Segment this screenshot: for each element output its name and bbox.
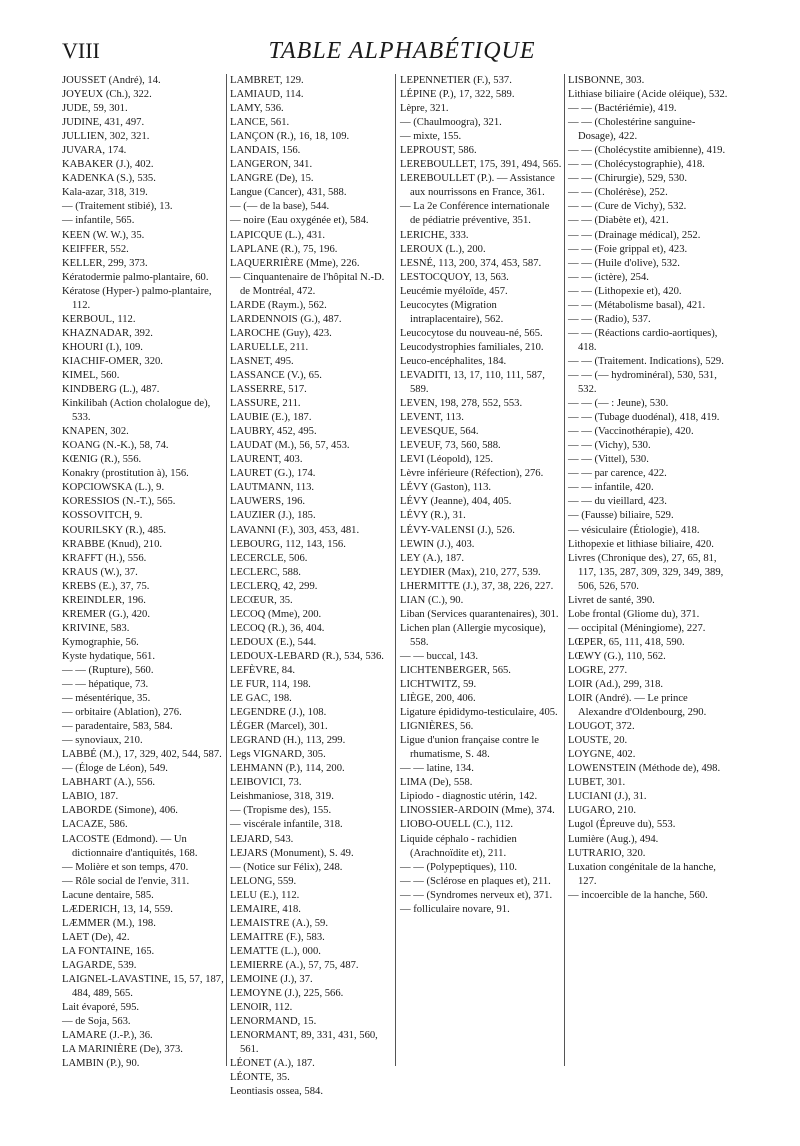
index-entry: LÉVY (R.), 31. — [400, 510, 466, 522]
index-entry: — — (Polypeptiques), 110. — [400, 861, 518, 873]
index-entry: LEFÈVRE, 84. — [230, 664, 296, 676]
index-entry: KADENKA (S.), 535. — [62, 173, 156, 185]
index-entry: LENOIR, 112. — [230, 1002, 293, 1014]
index-entry: Lipiodo - diagnostic utérin, 142. — [400, 791, 538, 803]
index-entry: Luxation congénitale de la hanche, 127. — [568, 861, 716, 887]
index-entry: KREINDLER, 196. — [62, 594, 146, 606]
index-entry: Leucémie myéloïde, 457. — [400, 285, 508, 297]
index-entry: LICHTWITZ, 59. — [400, 679, 477, 691]
index-entry: LAMARE (J.-P.), 36. — [62, 1030, 153, 1042]
index-entry: LIGNIÈRES, 56. — [400, 721, 474, 733]
index-entry: LEMAITRE (F.), 583. — [230, 931, 325, 943]
column-divider — [226, 74, 227, 1066]
index-entry: LAURENT, 403. — [230, 454, 303, 466]
index-entry: LEMOYNE (J.), 225, 566. — [230, 988, 344, 1000]
index-entry: LABIO, 187. — [62, 791, 119, 803]
index-entry: KEEN (W. W.), 35. — [62, 229, 145, 241]
index-entry: LÉVY-VALENSI (J.), 526. — [400, 524, 515, 536]
index-entry: LEVESQUE, 564. — [400, 426, 479, 438]
index-entry: LANGRE (De), 15. — [230, 173, 314, 185]
index-entry: LOWENSTEIN (Méthode de), 498. — [568, 763, 721, 775]
index-entry: KERBOUL, 112. — [62, 313, 136, 325]
index-entry: — — par carence, 422. — [568, 468, 667, 480]
index-entry: — — (Diabète et), 421. — [568, 215, 669, 227]
index-entry: JUVARA, 174. — [62, 145, 127, 157]
index-entry: — (Chaulmoogra), 321. — [400, 117, 502, 129]
index-entry: LAMY, 536. — [230, 103, 284, 115]
index-entry: KOSSOVITCH, 9. — [62, 510, 143, 522]
index-entry: LAQUERRIÈRE (Mme), 226. — [230, 257, 360, 269]
index-entry: — — (Lithopexie et), 420. — [568, 285, 682, 297]
index-entry: LIMA (De), 558. — [400, 777, 473, 789]
index-entry: LECOQ (Mme), 200. — [230, 608, 322, 620]
index-entry: LUBET, 301. — [568, 777, 626, 789]
index-entry: Leucodystrophies familiales, 210. — [400, 341, 544, 353]
index-entry: — Rôle social de l'envie, 311. — [62, 875, 190, 887]
index-entry: LARDE (Raym.), 562. — [230, 299, 327, 311]
index-entry: — (Fausse) biliaire, 529. — [568, 510, 674, 522]
index-entry: — occipital (Méningiome), 227. — [568, 622, 706, 634]
index-entry: KIMEL, 560. — [62, 369, 120, 381]
index-entry: — — (Métabolisme basal), 421. — [568, 299, 706, 311]
index-entry: Liquide céphalo - rachidien (Arachnoïdite et), 211. — [400, 833, 517, 859]
index-entry: Kinkilibah (Action cholalogue de), 533. — [62, 398, 211, 424]
index-entry: Kératodermie palmo-plantaire, 60. — [62, 271, 209, 283]
index-entry: Legs VIGNARD, 305. — [230, 749, 326, 761]
index-entry: KORESSIOS (N.-T.), 565. — [62, 496, 176, 508]
index-entry: LŒWY (G.), 110, 562. — [568, 650, 666, 662]
index-entry: Leuco-encéphalites, 184. — [400, 355, 507, 367]
index-entry: — — (Sclérose en plaques et), 211. — [400, 875, 551, 887]
index-entry: — — latine, 134. — [400, 763, 474, 775]
index-entry: LEY (A.), 187. — [400, 552, 465, 564]
page-title: TABLE ALPHABÉTIQUE — [268, 38, 536, 64]
index-entry: — mixte, 155. — [400, 131, 462, 143]
column-divider — [395, 74, 396, 1066]
index-entry: LEROUX (L.), 200. — [400, 243, 486, 255]
index-entry: LÉONET (A.), 187. — [230, 1058, 315, 1070]
index-entry: — viscérale infantile, 318. — [230, 819, 343, 831]
index-entry: LA FONTAINE, 165. — [62, 945, 155, 957]
index-entry: LELONG, 559. — [230, 875, 297, 887]
index-entry: — — (Cure de Vichy), 532. — [568, 201, 687, 213]
index-entry: LASNET, 495. — [230, 355, 294, 367]
index-entry: LAPLANE (R.), 75, 196. — [230, 243, 338, 255]
index-entry: Kymographie, 56. — [62, 636, 139, 648]
index-entry: — vésiculaire (Étiologie), 418. — [568, 524, 700, 536]
index-entry: LEPROUST, 586. — [400, 145, 477, 157]
index-entry: LEVI (Léopold), 125. — [400, 454, 493, 466]
index-entry: — (Éloge de Léon), 549. — [62, 763, 168, 775]
index-entry: LÉVY (Jeanne), 404, 405. — [400, 496, 512, 508]
index-entry: LECERCLE, 506. — [230, 552, 308, 564]
index-entry: — orbitaire (Ablation), 276. — [62, 707, 182, 719]
index-entry: Ligature épididymo-testiculaire, 405. — [400, 707, 558, 719]
index-entry: LAIGNEL-LAVASTINE, 15, 57, 187, 484, 489, 565. — [62, 974, 224, 1000]
index-entry: — — du vieillard, 423. — [568, 496, 667, 508]
index-entry: LAUDAT (M.), 56, 57, 453. — [230, 440, 350, 452]
index-entry: LEHMANN (P.), 114, 200. — [230, 763, 345, 775]
index-entry: LOIR (Ad.), 299, 318. — [568, 679, 664, 691]
index-entry: KREBS (E.), 37, 75. — [62, 580, 150, 592]
index-entry: LINOSSIER-ARDOIN (Mme), 374. — [400, 805, 555, 817]
index-entry: LAMBRET, 129. — [230, 75, 304, 86]
index-entry: Kala-azar, 318, 319. — [62, 187, 148, 199]
index-entry: — de Soja, 563. — [62, 1016, 131, 1028]
index-entry: — paradentaire, 583, 584. — [62, 721, 173, 733]
index-entry: — — (ictère), 254. — [568, 271, 649, 283]
index-entry: KOURILSKY (R.), 485. — [62, 524, 167, 536]
index-entry: — noire (Eau oxygénée et), 584. — [230, 215, 369, 227]
index-entry: LANGERON, 341. — [230, 159, 313, 171]
index-entry: KHOURI (I.), 109. — [62, 341, 143, 353]
index-entry: Lugol (Épreuve du), 553. — [568, 819, 676, 831]
index-entry: KABAKER (J.), 402. — [62, 159, 154, 171]
index-entry: LANÇON (R.), 16, 18, 109. — [230, 131, 350, 143]
index-entry: — Cinquantenaire de l'hôpital N.-D. de Montréal, 472. — [230, 271, 385, 297]
index-entry: — folliculaire novare, 91. — [400, 903, 510, 915]
index-entry: LŒPER, 65, 111, 418, 590. — [568, 636, 685, 648]
index-entry: LASSERRE, 517. — [230, 384, 307, 396]
index-entry: LACOSTE (Edmond). — Un dictionnaire d'antiquités, 168. — [62, 833, 198, 859]
index-entry: KIACHIF-OMER, 320. — [62, 355, 163, 367]
index-entry: LEVEN, 198, 278, 552, 553. — [400, 398, 523, 410]
index-entry: LA MARINIÈRE (De), 373. — [62, 1044, 183, 1056]
index-entry: — synoviaux, 210. — [62, 735, 143, 747]
index-entry: LEVADITI, 13, 17, 110, 111, 587, 589. — [400, 369, 545, 396]
index-entry: LAUBRY, 452, 495. — [230, 426, 317, 438]
index-entry: KRAUS (W.), 37. — [62, 566, 138, 578]
index-entry: KNAPEN, 302. — [62, 426, 129, 438]
index-entry: LOIR (André). — Le prince Alexandre d'Oldenbourg, 290. — [568, 693, 707, 719]
index-entry: Lait évaporé, 595. — [62, 1002, 140, 1014]
index-entry: JULLIEN, 302, 321. — [62, 131, 150, 143]
index-entry: — (Notice sur Félix), 248. — [230, 861, 343, 873]
index-entry: KHAZNADAR, 392. — [62, 327, 153, 339]
index-entry: LEYDIER (Max), 210, 277, 539. — [400, 566, 541, 578]
index-entry: Lithopexie et lithiase biliaire, 420. — [568, 538, 714, 550]
index-entry: — — (— hydrominéral), 530, 531, 532. — [568, 369, 717, 396]
index-entry: LENORMANT, 89, 331, 431, 560, 561. — [230, 1030, 378, 1056]
index-entry: — — infantile, 420. — [568, 482, 654, 494]
index-entry: KRIVINE, 583. — [62, 622, 130, 634]
index-entry: — — buccal, 143. — [400, 650, 478, 662]
index-entry: Livres (Chronique des), 27, 65, 81, 117, 135, 287, 309, 329, 349, 389, 506, 526, 570. — [568, 552, 724, 592]
index-entry: LAET (De), 42. — [62, 931, 130, 943]
index-entry: LICHTENBERGER, 565. — [400, 664, 511, 676]
index-entry: Leucocytose du nouveau-né, 565. — [400, 327, 543, 339]
index-entry: LABORDE (Simone), 406. — [62, 805, 178, 817]
index-entry: LEREBOULLET (P.). — Assistance aux nourrissons en France, 361. — [400, 173, 555, 199]
index-entry: — — (Vaccinothérapie), 420. — [568, 426, 694, 438]
index-entry: Lèvre inférieure (Réfection), 276. — [400, 468, 544, 480]
index-entry: LÆMMER (M.), 198. — [62, 917, 156, 929]
index-entry: Lacune dentaire, 585. — [62, 889, 154, 901]
index-entry: Ligue d'union française contre le rhumatisme, S. 48. — [400, 735, 539, 761]
index-entry: LABHART (A.), 556. — [62, 777, 156, 789]
index-entry: LECLERQ, 42, 299. — [230, 580, 318, 592]
index-entry: KŒNIG (R.), 556. — [62, 454, 142, 466]
index-entry: LARDENNOIS (G.), 487. — [230, 313, 342, 325]
index-entry: JUDE, 59, 301. — [62, 103, 128, 115]
index-entry: LEJARD, 543. — [230, 833, 294, 845]
index-entry: LAMIAUD, 114. — [230, 89, 304, 101]
index-entry: LESTOCQUOY, 13, 563. — [400, 271, 509, 283]
index-entry: LAUTMANN, 113. — [230, 482, 315, 494]
index-entry: LAURET (G.), 174. — [230, 468, 316, 480]
page-header — [62, 38, 742, 72]
index-entry: — — (Traitement. Indications), 529. — [568, 355, 724, 367]
index-entry: LOUSTE, 20. — [568, 735, 628, 747]
index-entry: LIAN (C.), 90. — [400, 594, 464, 606]
page-number: VIII — [62, 38, 100, 63]
index-entry: — — (Drainage médical), 252. — [568, 229, 701, 241]
index-entry: LARUELLE, 211. — [230, 341, 309, 353]
index-entry: LAUWERS, 196. — [230, 496, 306, 508]
index-entry: LÉONTE, 35. — [230, 1072, 290, 1084]
index-columns — [62, 74, 746, 1134]
index-entry: — La 2e Conférence internationale de pédiatrie préventive, 351. — [400, 201, 550, 227]
index-entry: KRABBE (Knud), 210. — [62, 538, 163, 550]
index-entry: — — (Vittel), 530. — [568, 454, 649, 466]
index-entry: LEWIN (J.), 403. — [400, 538, 475, 550]
index-entry: — — (Cholécystite amibienne), 419. — [568, 145, 726, 157]
index-entry: — — (Radio), 537. — [568, 313, 651, 325]
index-entry: KREMER (G.), 420. — [62, 608, 150, 620]
index-entry: LECOQ (R.), 36, 404. — [230, 622, 325, 634]
index-entry: LIOBO-OUELL (C.), 112. — [400, 819, 514, 831]
index-entry: LEBOURG, 112, 143, 156. — [230, 538, 346, 550]
index-entry: LERICHE, 333. — [400, 229, 469, 241]
index-column-3 — [400, 74, 562, 917]
index-entry: — — (Syndromes nerveux et), 371. — [400, 889, 553, 901]
index-entry: LOGRE, 277. — [568, 664, 628, 676]
index-entry: KEIFFER, 552. — [62, 243, 129, 255]
index-entry: Lumière (Aug.), 494. — [568, 833, 659, 845]
index-entry: LÉGER (Marcel), 301. — [230, 721, 328, 733]
index-entry: LELU (E.), 112. — [230, 889, 300, 901]
index-entry: Leucocytes (Migration intraplacentaire), 562. — [400, 299, 504, 325]
index-entry: — — hépatique, 73. — [62, 679, 149, 691]
index-entry: — — (Rupture), 560. — [62, 664, 154, 676]
index-entry: LAMBIN (P.), 90. — [62, 1058, 140, 1070]
index-entry: KRAFFT (H.), 556. — [62, 552, 147, 564]
index-entry: JOYEUX (Ch.), 322. — [62, 89, 152, 101]
index-entry: LEMATTE (L.), 000. — [230, 945, 321, 957]
index-entry: Konakry (prostitution à), 156. — [62, 468, 189, 480]
column-divider — [564, 74, 565, 1066]
index-entry: LE FUR, 114, 198. — [230, 679, 311, 691]
index-entry: LOYGNE, 402. — [568, 749, 636, 761]
index-entry: Lichen plan (Allergie mycosique), 558. — [400, 622, 546, 648]
index-entry: LIÈGE, 200, 406. — [400, 693, 476, 705]
index-entry: — — (Bactériémie), 419. — [568, 103, 677, 115]
index-entry: JUDINE, 431, 497. — [62, 117, 145, 129]
index-entry: — (Traitement stibié), 13. — [62, 201, 173, 213]
index-entry: JOUSSET (André), 14. — [62, 75, 161, 86]
index-entry: LAVANNI (F.), 303, 453, 481. — [230, 524, 360, 536]
index-entry: — incoercible de la hanche, 560. — [568, 889, 708, 901]
index-entry: LANCE, 561. — [230, 117, 290, 129]
index-entry: — — (Cholécystographie), 418. — [568, 159, 705, 171]
index-entry: LUCIANI (J.), 31. — [568, 791, 647, 803]
index-column-4 — [568, 74, 730, 903]
index-entry: LOUGOT, 372. — [568, 721, 635, 733]
index-entry: LEPENNETIER (F.), 537. — [400, 75, 512, 86]
index-entry: — (Tropisme des), 155. — [230, 805, 332, 817]
index-entry: KINDBERG (L.), 487. — [62, 384, 160, 396]
index-entry: LAUZIER (J.), 185. — [230, 510, 316, 522]
index-entry: Leishmaniose, 318, 319. — [230, 791, 334, 803]
index-entry: LE GAC, 198. — [230, 693, 292, 705]
index-entry: — — (Huile d'olive), 532. — [568, 257, 680, 269]
index-entry: LASSANCE (V.), 65. — [230, 369, 322, 381]
index-entry: KELLER, 299, 373. — [62, 257, 148, 269]
index-entry: KOPCIOWSKA (L.), 9. — [62, 482, 165, 494]
index-entry: — mésentérique, 35. — [62, 693, 151, 705]
index-entry: — — (— : Jeune), 530. — [568, 398, 669, 410]
index-entry: LENORMAND, 15. — [230, 1016, 317, 1028]
index-entry: — — (Cholérèse), 252. — [568, 187, 668, 199]
index-entry: LEVENT, 113. — [400, 412, 464, 424]
index-entry: Lèpre, 321. — [400, 103, 449, 115]
index-entry: LABBÉ (M.), 17, 329, 402, 544, 587. — [62, 749, 222, 761]
index-entry: — — (Réactions cardio-aortiques), 418. — [568, 327, 718, 353]
index-entry: — Molière et son temps, 470. — [62, 861, 189, 873]
index-column-1 — [62, 74, 224, 1071]
index-entry: LEGRAND (H.), 113, 299. — [230, 735, 346, 747]
index-column-2 — [230, 74, 392, 1099]
index-entry: LAPICQUE (L.), 431. — [230, 229, 326, 241]
index-entry: LÆDERICH, 13, 14, 559. — [62, 903, 173, 915]
index-entry: LÉPINE (P.), 17, 322, 589. — [400, 89, 515, 101]
index-entry: — (— de la base), 544. — [230, 201, 330, 213]
index-entry: — infantile, 565. — [62, 215, 135, 227]
index-entry: LEREBOULLET, 175, 391, 494, 565. — [400, 159, 562, 171]
index-entry: Kyste hydatique, 561. — [62, 650, 155, 662]
index-entry: — — (Cholestérine sanguine-Dosage), 422. — [568, 117, 696, 143]
index-entry: KOANG (N.-K.), 58, 74. — [62, 440, 169, 452]
index-entry: LEDOUX (E.), 544. — [230, 636, 317, 648]
index-entry: LEJARS (Monument), S. 49. — [230, 847, 354, 859]
index-entry: LASSURE, 211. — [230, 398, 301, 410]
index-entry: Livret de santé, 390. — [568, 594, 655, 606]
index-entry: LEIBOVICI, 73. — [230, 777, 302, 789]
index-entry: LACAZE, 586. — [62, 819, 128, 831]
index-entry: LEMAIRE, 418. — [230, 903, 301, 915]
index-entry: Leontiasis ossea, 584. — [230, 1086, 323, 1098]
index-entry: LISBONNE, 303. — [568, 75, 645, 86]
index-entry: LAROCHE (Guy), 423. — [230, 327, 332, 339]
index-entry: — — (Foie grippal et), 423. — [568, 243, 688, 255]
index-entry: LUGARO, 210. — [568, 805, 636, 817]
index-entry: LECŒUR, 35. — [230, 594, 293, 606]
index-entry: LEMAISTRE (A.), 59. — [230, 917, 328, 929]
index-entry: LAUBIE (E.), 187. — [230, 412, 312, 424]
index-entry: LESNÉ, 113, 200, 374, 453, 587. — [400, 257, 542, 269]
index-entry: Lobe frontal (Gliome du), 371. — [568, 608, 700, 620]
index-entry: LÉVY (Gaston), 113. — [400, 482, 492, 494]
index-entry: LANDAIS, 156. — [230, 145, 301, 157]
index-entry: LAGARDE, 539. — [62, 959, 137, 971]
index-entry: LHERMITTE (J.), 37, 38, 226, 227. — [400, 580, 554, 592]
index-entry: LEMOINE (J.), 37. — [230, 974, 313, 985]
index-entry: Lithiase biliaire (Acide oléique), 532. — [568, 89, 728, 101]
index-entry: Kératose (Hyper-) palmo-plantaire, 112. — [62, 285, 212, 311]
index-entry: LEMIERRE (A.), 57, 75, 487. — [230, 959, 359, 971]
index-entry: LEVEUF, 73, 560, 588. — [400, 440, 501, 452]
index-entry: — — (Tubage duodénal), 418, 419. — [568, 412, 720, 424]
index-entry: LUTRARIO, 320. — [568, 847, 646, 859]
index-entry: — — (Vichy), 530. — [568, 440, 651, 452]
index-entry: LECLERC, 588. — [230, 566, 301, 578]
index-entry: LEDOUX-LEBARD (R.), 534, 536. — [230, 650, 384, 662]
index-entry: Liban (Services quarantenaires), 301. — [400, 608, 559, 620]
index-entry: LEGENDRE (J.), 108. — [230, 707, 327, 719]
index-entry: Langue (Cancer), 431, 588. — [230, 187, 347, 199]
index-entry: — — (Chirurgie), 529, 530. — [568, 173, 687, 185]
